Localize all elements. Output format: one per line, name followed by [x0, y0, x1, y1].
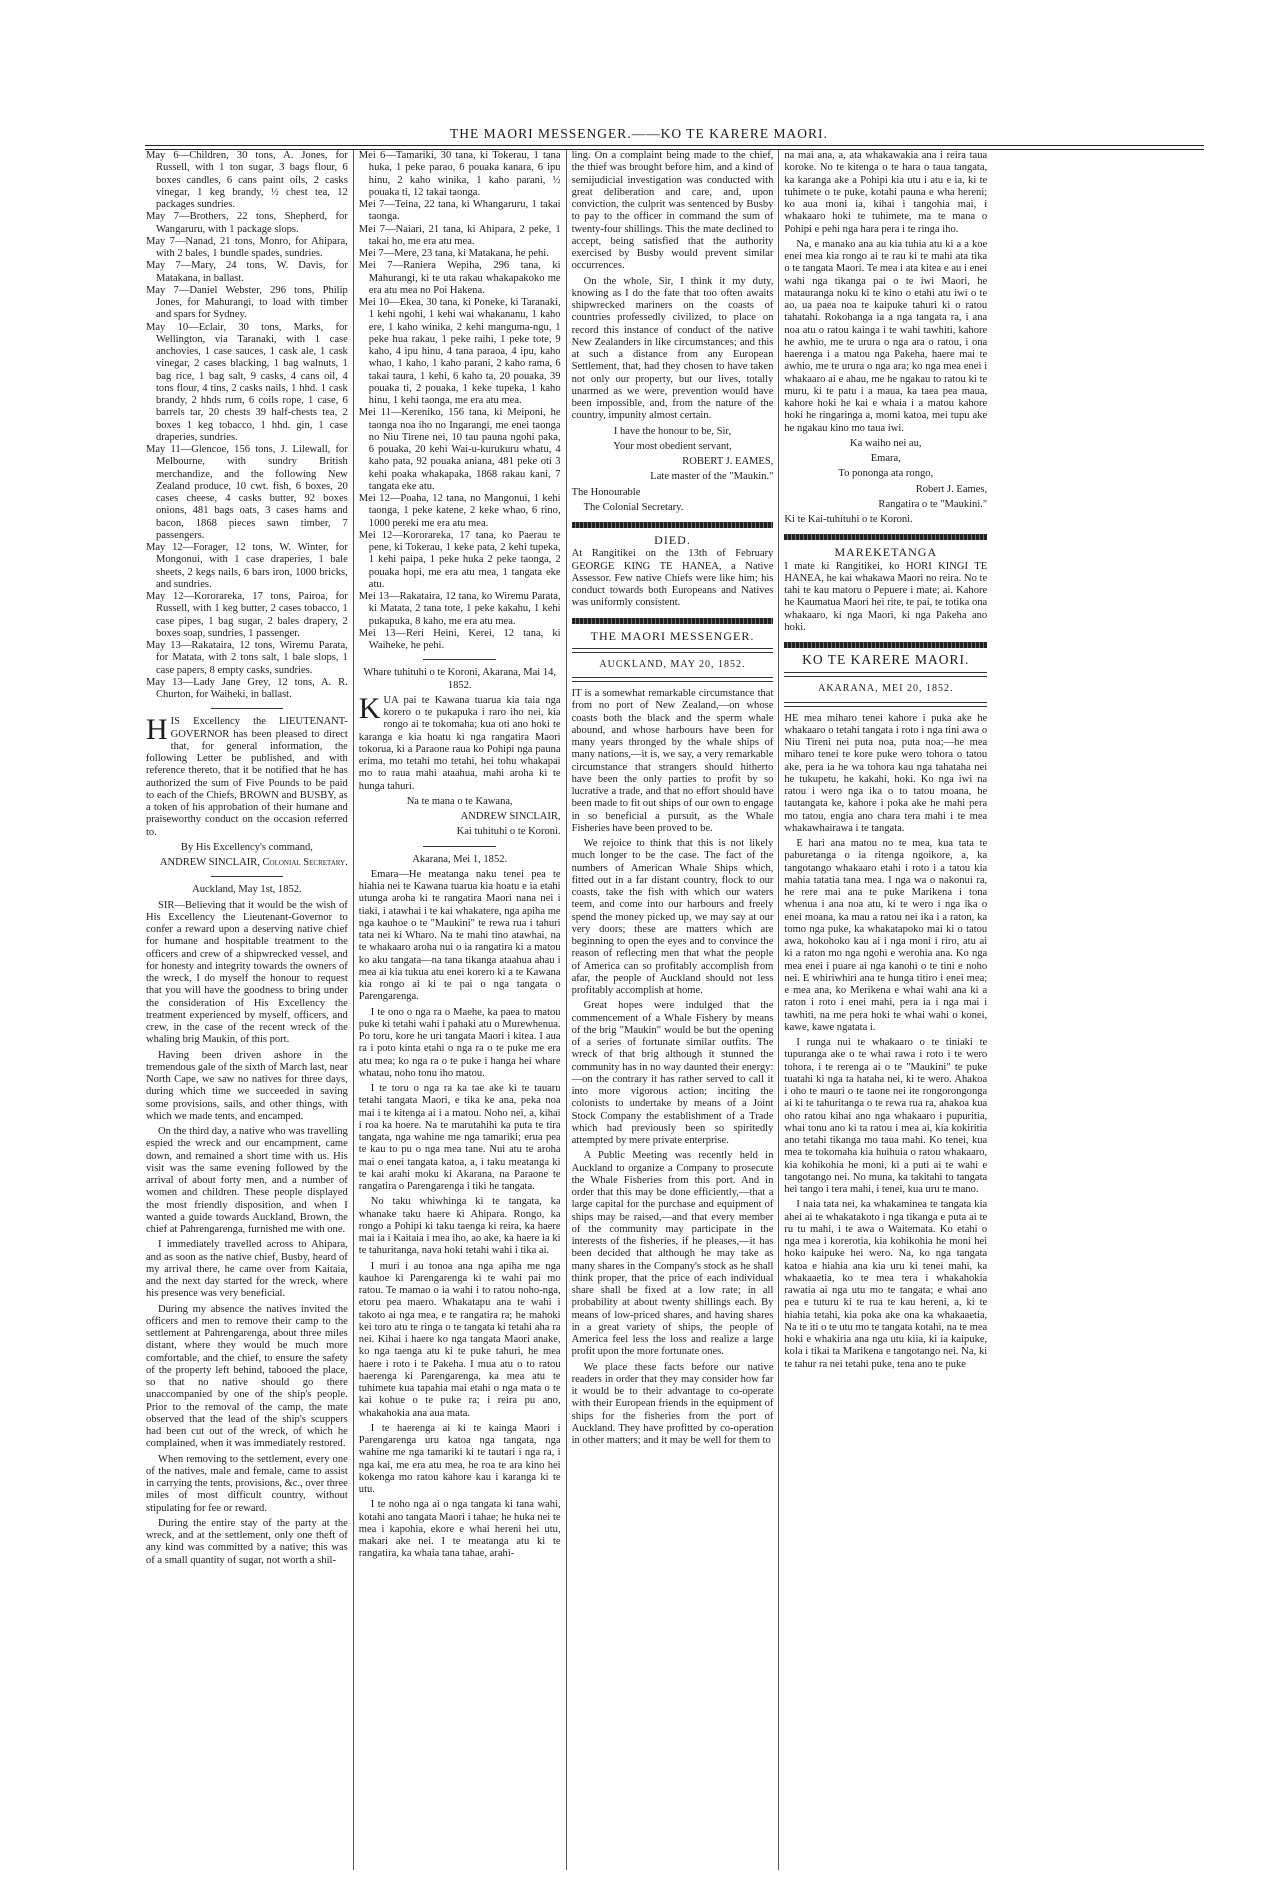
died-heading: DIED.	[654, 533, 691, 547]
letter-paragraph: Emara—He meatanga naku tenei pea te hiahia nei te Kawana tuarua kia hoatu e ia etahi utunga aroha ki te rangatira Maori nana nei i tiaki, i atawhai i te kai whakatere, nga apiha me nga kauhoe o te "Maukini" te rewa rua i tahuri tata nei ki Wharo. Na te mahi tino atawhai, na te whakaaro aroha nui o ia rangatira ki a matou ko aku tangata—na tana tikanga ataahua ahau i mea ai kia tukua atu enei korero ki a te Kawana kia rongo ai ki te pai o nga tangata o Parengarenga.	[358, 868, 561, 1003]
editorial-paragraph: E hari ana matou no te mea, kua tata te paburetanga o ia ritenga ngoikore, a, ka tangotango whakaaro etahi i roto i a tatou kia mahia tatatia tana mea. I nga wa o nakonui ra, he rere mai ana te puke Marikena i tona whenua i ana noa atu, ki te wero i nga ika o enei moana, ka mau a ratou nei ika i a raton, ka tomo nga puke, ka whakatapoko mai ki o tatou awa, hokohoko kau ai i nga moni i riro, atu ai ki a raton mo nga ngohi e werohia ana. Ko nga mea enei i puare ai nga kanohi o te tini e noho nei. E whiriwhiri ana te hunga titiro i enei mea; e mea ana, ko Merikena e whai wahi ana ki a raton i roto i enei mahi, pera ia i nga mai i tawhiti, na me pera hoki te whai wahi o konei, kawe, kawe ngatata i.	[784, 838, 988, 1033]
letter-paragraph: na mai ana, a, ata whakawakia ana i reira taua koroke. No te kitenga o te hara o taua tangata, ka karanga ake a Pohipi kia utu i atu e ia, ki te tuhimete o te puke, kotahi pauna e wha hereni; ko aua moni ia, kihai i tangohia mai, i whakaaro hoki te tuhimete, ma te mana o Pohipi e pehi nga hara pera i te ringa iho.	[784, 150, 988, 235]
letter-paragraph: No taku whiwhinga ki te tangata, ka whanake taku haere ki Ahipara. Rongo, ka rongo a Pohipi ki taku taenga ki reira, ka haere mai ia i Kaitaia i mea iho, ao ake, ka haere ia ki te tahuritanga, nava hoki tetahi wahi i tika ai.	[358, 1196, 561, 1257]
column-4	[779, 150, 992, 1870]
section-divider	[211, 708, 284, 709]
shipping-entry: May 12—Kororareka, 17 tons, Pairoa, for Russell, with 1 keg butter, 2 cases tobacco, 1 case pipes, 1 bag sugar, 2 bales drapery, 2 boxes soap, sundries, 1 passenger.	[146, 591, 348, 639]
shipping-entry: May 7—Brothers, 22 tons, Shepherd, for Wangaruru, with 1 package slops.	[146, 211, 348, 235]
letter-closing: I have the honour to be, Sir,	[613, 425, 732, 437]
section-divider	[572, 648, 774, 653]
letter-paragraph: Na, e manako ana au kia tuhia atu ki a a koe enei mea kia rongo ai te rau ki te mahi ata tika o te tangata Maori. Te mea i ata kitea e au i enei wahi nga tikanga pai o te iwi Maori, he matauranga noku ki te kino o etahi atu iwi o te ao, ua paea noa te kaipuke tahuri ki o ratou tahatahi. Rokohanga ia a nga tangata ra, i ana noa atu o ratou kainga i te wahi tawhiti, kahore he awhio, me te urura o nga ara o ratou, i ona haerenga i a matou nga Pakeha, haere mai te awhio, me te urura o nga ara; ko nga mea enei i whakaaro ai e ahau, me he ngakau to ratou ki te muru, ki te patu i a maua, ka taea pea maua, kahore hoki he kai e whaia i a matou kahore hoki he ringaringa a, momi katoa, mei tupu ake he ngakau kino mo taua iwi.	[784, 238, 988, 434]
secretary-title: Kai tuhituhi o te Koroni.	[456, 826, 561, 838]
letter-paragraph: I te ono o nga ra o Maehe, ka paea to matou puke ki tetahi wahi i pahaki atu o Murewhenua. Po toru, kore he uri tangata Maori i kitea. I aua ra i poto kinta etahi o nga ra o te puke me era atu mea; ko nga ra o te puke i hanga hei whare whatau, noho tonu iho matou.	[358, 1006, 561, 1079]
letter-signer: ROBERT J. EAMES,	[682, 456, 774, 467]
shipping-list-maori	[359, 150, 561, 652]
secretary-signature: ANDREW SINCLAIR, Colonial Secretary.	[159, 857, 348, 868]
karere-heading: KO TE KARERE MAORI.	[802, 652, 970, 667]
section-divider	[572, 677, 774, 682]
letter-paragraph: I te noho nga ai o nga tangata ki tana wahi, kotahi ano tangata Maori i tahae; he huka nei te mea i kapohia, ekore e whai hereni hei utu, makari ake nei. I te meatanga atu ki te rangatira, ka whaia tana tahae, arahi-	[358, 1499, 561, 1560]
editorial-paragraph: Great hopes were indulged that the commencement of a Whale Fishery by means of the brig "Maukin" would be but the opening of a series of fortunate similar outfits. The wreck of that brig although it stunned the community has in no way daunted their energy:—on the contrary it has rather served to call it into more vigorous action; inciting the colonists to undertake by means of a Joint Stock Company the establishment of a Trade which had previously been so spiritedly attempted by mere private enterprise.	[571, 1000, 774, 1146]
shipping-entry: May 10—Eclair, 30 tons, Marks, for Wellington, via Taranaki, with 1 case anchovies, 1 case sauces, 1 cask ale, 1 cask vinegar, 2 cases blacking, 1 bag walnuts, 1 bag rice, 1 bag salt, 9 casks, 4 cans oil, 4 tons flour, 4 tins, 2 casks nails, 1 hhd. 1 cask brandy, 2 hhds rum, 6 coils rope, 1 case, 6 barrels tar, 20 chests 39 half-chests tea, 2 boxes 1 keg tobacco, 1 hhd. gin, 1 case draperies, sundries.	[146, 321, 348, 443]
editorial-paragraph: We place these facts before our native readers in order that they may consider how far it would be to their advantage to co-operate with their European friends in the equipment of ships for the fisheries from the port of Auckland. They have profitted by co-operation in other matters; and it may be well for them to	[571, 1361, 774, 1446]
messenger-heading: THE MAORI MESSENGER.	[590, 628, 755, 643]
died-notice: At Rangitikei on the 13th of February GEORGE KING TE HANEA, a Native Assessor. Few native Chiefs were like him; his conduct towards both Europeans and Natives was uniformly consistent.	[571, 548, 774, 609]
shipping-entry: May 7—Nanad, 21 tons, Monro, for Ahipara, with 2 bales, 1 bundle spades, sundries.	[146, 235, 348, 259]
editorial-paragraph: I naia tata nei, ka whakaminea te tangata kia ahei ai te whakatakoto i nga tikanga e puta ai te ru tu mahi, i te awa o Waitemata. Ko etahi o nga mea i korerotia, kia kohikohia he moni hei hoko kaipuke hei wero. Na, ko nga tangata katoa e hiahia ana kia uru ki tenei mahi, ka whakaaetia, ko te mea tera i whakahokia rawatia ai nga utu mo te tangata; e whai ano pea e tuturu ki te rua te kau hereni, a, ki te hiahia tetahi, kia poka ake ona ka whakaaetia, Na te iti o te utu mo te tangata kotahi, na te mea hoki e whakiria ana nga utu kiia, ki ia kaipuke, kola i tikai ta Marikena e tangotango nei. Na, ki te tahur ra nei tetahi puke, tena ano te puke	[784, 1199, 988, 1370]
section-divider	[784, 534, 987, 540]
columns	[141, 150, 1205, 1870]
section-divider	[211, 876, 284, 877]
section-divider	[572, 618, 774, 624]
letter-servant: To pononga ata rongo,	[838, 468, 934, 480]
shipping-entry: Mei 11—Kereniko, 156 tana, ki Meiponi, he taonga noa iho no Ingarangi, me enei taonga no Niu Tirene nei, 10 tau pauna ngohi paka, 6 pouaka, 20 kehi Wai-u-kurukuru whatu, 4 kaho pata, 92 pouaka aniana, 481 peke oti 3 kehi poaka whakapaka, 1868 rakau kani, 7 tangata eke atu.	[358, 407, 561, 492]
shipping-entry: May 11—Glencoe, 156 tons, J. Lilewall, for Melbourne, with sundry British merchandize, and the following New Zealand produce, 10 cwt. fish, 6 boxes, 20 cases cheese, 4 casks butter, 92 boxes onions, 481 bags oats, 3 cases hams and bacon, 1868 pieces sawn timber, 7 passengers.	[146, 444, 348, 541]
letter-paragraph: During my absence the natives invited the officers and men to remove their camp to the settlement at Pahrengarenga, about three miles distant, where they would be much more comfortable, and the chief, to ensure the safety of the property left behind, tabooed the place, so that no native should go there unaccompanied by one of the ship's people. Prior to the removal of the camp, the mate observed that the lead of the ship's scuppers had been cut out of the wreck, of which he complained, when it was immediately restored.	[146, 1303, 348, 1450]
section-divider	[423, 846, 496, 847]
editorial-paragraph: We rejoice to think that this is not likely much longer to be the case. The fact of the numbers of American Whale Ships which, fitted out in a far distant country, flock to our coasts, take the fish with which our waters teem, and come into our harbours and freely spend the money picked up, we may say at our very doors; these are matters which are beginning to open the eyes and to convince the reason of reflecting men that what the people of America can so profitably accomplish from afar, the people of Auckland should not less profitably accomplish at home.	[571, 838, 774, 996]
shipping-entry: May 7—Daniel Webster, 296 tons, Philip Jones, for Mahurangi, to load with timber and spars for Sydney.	[146, 284, 348, 321]
letter-paragraph: ling. On a complaint being made to the chief, the thief was brought before him, and a kind of semijudicial investigation was conducted with great deliberation and care, and, upon conviction, the culprit was sentenced by Busby to pay to the officer in command the sum of twenty-four shillings. This the mate declined to accept, being satisfied that the authority exercised by Busby would prevent similar occurrences.	[571, 150, 774, 272]
shipping-list-english	[146, 150, 348, 701]
letter-addressee: The Colonial Secretary.	[583, 501, 684, 513]
letter-paragraph: During the entire stay of the party at the wreck, and at the settlement, only one theft of any kind was committed by a native; this was of a small quantity of sugar, not worth a shil-	[146, 1517, 348, 1566]
letter-paragraph: I muri i au tonoa ana nga apiha me nga kauhoe ki Parengarenga ki te wahi pai mo ratou. Te mamao o ia wahi i to ratou noho-nga, etoru pea maero. Whakatapu ana te wahi i takoto ai nga mea, e te rangatira ra; he mahoki kei toro atu te ringa o te tangata ki tetahi aha ra nei. Kihai i haere ko nga tangata Maori anake, ko nga taenga atu ki te puke tahuri, he mea haere i roto i te Pakeha. I mua atu o to ratou haerenga ki Parengarenga, ka mea atu te tuhimete kua tapahia mai etahi o nga mata o te kai kohue o te puke ra; i reira pu ano, whakahokia ana aua mata.	[358, 1260, 561, 1419]
letter-signer: Robert J. Eames,	[915, 483, 988, 495]
shipping-entry: May 13—Lady Jane Grey, 12 tons, A. R. Churton, for Waiheki, in ballast.	[146, 676, 348, 700]
letter-signer-title: Rangatira o te "Maukini."	[878, 498, 988, 510]
column-2	[354, 150, 567, 1870]
letter-paragraph: Having been driven ashore in the tremendous gale of the sixth of March last, near North Cape, we saw no natives for three days, during which time we succeeded in saving some provisions, sails, and other things, with which we made tents, and encamped.	[146, 1049, 348, 1122]
shipping-entry: Mei 7—Teina, 22 tana, ki Whangaruru, 1 takai taonga.	[358, 199, 561, 223]
shipping-entry: Mei 7—Raniera Wepiha, 296 tana, ki Mahurangi, ki te uta rakau whakapakoko me era atu mea no Poi Hakena.	[358, 260, 561, 296]
letter-dateline: Auckland, May 1st, 1852.	[192, 884, 302, 896]
messenger-dateline: AUCKLAND, MAY 20, 1852.	[599, 658, 746, 670]
command-line: By His Excellency's command,	[180, 841, 313, 853]
shipping-entry: Mei 12—Kororareka, 17 tana, ko Paerau te pene, ki Tokerau, 1 keke pata, 2 kehi tupeka, 1 kehi paipa, 1 peke huka 2 peke taonga, 2 pouaka hopi, me era atu mea, 1 tangata eke atu.	[358, 529, 561, 590]
shipping-entry: Mei 10—Ekea, 30 tana, ki Poneke, ki Taranaki, 1 kehi ngohi, 1 kehi wai whakananu, 1 kaho ere, 1 kaho winika, 2 kehi manguma-ngu, 1 peke hua rakau, 1 peke raihi, 1 peke tote, 9 kaho, 4 ipu hinu, 4 tana paraoa, 4 ipu, kaho whao, 1 kaho, 1 kaho parani, 2 kaho rama, 6 takai taura, 1 kehi, 6 kaho ta, 20 pouaka, 39 pouaka ti, 2 pouaka, 1 keke tupeka, 1 kaho hinu, 1 kehi taonga, me era atu mea.	[358, 297, 561, 406]
letter-paragraph: On the whole, Sir, I think it my duty, knowing as I do the fate that too often awaits shipwrecked mariners on the coasts of countries professedly civilized, to place on record this instance of conduct of the native New Zealanders in like circumstances; and this at such a distance from any European Settlement, that, had they chosen to have taken not only our property, but our lives, totally unarmed as we were, prevention would have been impossible, and, from the nature of the country, impunity almost certain.	[571, 275, 774, 422]
letter-sign-off: Ka waiho nei au,	[850, 437, 922, 449]
letter-dateline-maori: Akarana, Mei 1, 1852.	[412, 853, 508, 865]
section-divider	[572, 522, 774, 528]
letter-addressee: The Honourable	[571, 486, 641, 498]
letter-paragraph: I te toru o nga ra ka tae ake ki te tauaru tetahi tangata Maori, e tika ke ana, peka noa mai i te kitenga ai i a matou. Noho nei, a, kihai i roa ka hoere. Na te marutahihi ka puta te tira tangata, nga wahine me nga tamariki; erua pea te kau to pu o nga mea tane. Nui atu te aroha mai o enei tangata katoa, a, i taku meatanga ki te kai arahi moku ki Akarana, na Paraone te rangatira o Parengarenga i tiki he tangata.	[358, 1083, 561, 1192]
karere-dateline: AKARANA, MEI 20, 1852.	[818, 683, 954, 695]
shipping-entry: Mei 6—Tamariki, 30 tana, ki Tokerau, 1 tana huka, 1 peke parao, 6 pouaka kanara, 6 ipu hinu, 2 kaho winika, 1 kaho parani, ½ pouaka ti, 12 takai taonga.	[358, 150, 561, 198]
shipping-entry: Mei 13—Rakataira, 12 tana, ko Wiremu Parata, ki Matata, 2 tana tote, 1 peke kakahu, 1 kehi pukapuka, 8 kaho, me era atu mea.	[358, 591, 561, 627]
letter-paragraph: I immediately travelled across to Ahipara, and as soon as the native chief, Busby, heard of my arrival there, he came over from Kaitaia, and the next day started for the wreck, where his presence was very beneficial.	[146, 1239, 348, 1300]
death-notice-maori: I mate ki Rangitikei, ko HORI KINGI TE HANEA, he kai whakawa Maori no reira. No te tahi te kau matoru o Pepuere i mate; ai. Kahore he Kaumatua Maori hei rite, te pai, te totika ona whakaaro, ki nga Maori, ki nga Pakeha ano hoki.	[784, 560, 988, 633]
shipping-entry: Mei 7—Naiari, 21 tana, ki Ahipara, 2 peke, 1 takai ho, me era atu mea.	[358, 223, 561, 247]
governor-notice-maori: KUA pai te Kawana tuarua kia taia nga korero o te pukapuka i raro iho nei, kia rongo ai te tokomaha; kua oti ano hoki te karanga e kia hoatu ki nga rangatira Maori tokorua, ki a Paraone raua ko Pohipi nga pauna erima, mo tetahi mo tetahi, hei tohu whakapai mo to raua mahi ataahua, mahi aroha ki te hunga tahuri.	[358, 691, 561, 792]
shipping-entry: May 6—Children, 30 tons, A. Jones, for Russell, with 1 ton sugar, 3 bags flour, 6 boxes candles, 6 cans paint oils, 2 casks vinegar, 1 keg brandy, ½ chest tea, 12 packages sundries.	[146, 150, 348, 210]
letter-paragraph: SIR—Believing that it would be the wish of His Excellency the Lieutenant-Governor to confer a reward upon a deserving native chief for humane and hospitable treatment to the officers and crew of a shipwrecked vessel, and for honesty and integrity towards the owners of the wreck, I do myself the honour to request that you will have the goodness to bring under the consideration of His Excellency the treatment experienced by myself, officers, and crew, in the case of the recent wreck of the whaling brig Maukin, of this port.	[146, 899, 348, 1046]
editorial-paragraph: HE mea miharo tenei kahore i puka ake he whakaaro o tetahi tangata i roto i nga tini awa o Niu Tireni nei puta noa, puta noa;—he mea miharo tenei te kore puke wero tohora o tatou ake, pera ia he wa tohora kau nga tahataha nei he tukupetu, he kakahi, hoki. Ko nga iwi na ratou i wero nga ika o to tatou moana, he tautangata ke, kahore i poka ake he mahi pera mo tatou, engia ano chara tera mahi i te mea whakawhairawa i te tangata.	[784, 712, 988, 834]
editorial-paragraph: IT is a somewhat remarkable circumstance that from no port of New Zealand,—on whose coasts both the black and the sperm whale abound, and whose harbours have been for many years thronged by the whale ships of many nations,—it is, we say, a very remarkable circumstance that strangers should hitherto have been the only parties to profit by so lucrative a trade, and that no effort should have been made to fit out ships of our own to engage in so beneficial a pursuit, as the Whale Fisheries have been proved to be.	[571, 688, 774, 834]
section-divider	[784, 702, 987, 707]
shipping-entry: Mei 7—Mere, 23 tana, ki Matakana, he pehi.	[358, 248, 549, 259]
editorial-paragraph: I runga nui te whakaaro o te tiniaki te tupuranga ake o te whai rawa i roto i te wero tohora, i te rerenga ai o te "Maukini" te puke tuatahi ki nga ta hataha nei, ki te wero. Ahakoa i oho te mauri o te taone nei ite rongorongonga ai ki te tahuritanga o te rewa rua ra, ahakoa kua oho ratou kihai ano nga whakaaro i pupuritia, whai tonu ano ki ta ratou i mea ai, kia kokiritia ano tetahi tikanga mo taua mahi. Ko tenei, kua mea te tokomaha kia huihuia o ratou whakaaro, kia kohikohia he moni, ki a puti ai te wahi e tangotango nei. No muna, ka takitahi to tangata hei tango i tera mahi, i tenei, kua uru te mano.	[784, 1037, 988, 1195]
shipping-entry: May 12—Forager, 12 tons, W. Winter, for Mongonui, with 1 case draperies, 1 bale sheets, 2 kegs nails, 6 bars iron, 1000 bricks, and sundries.	[146, 542, 348, 590]
section-divider	[784, 672, 987, 677]
shipping-entry: May 13—Rakataira, 12 tons, Wiremu Parata, for Matata, with 2 tons salt, 1 bale slops, 1 case papers, 8 empty casks, sundries.	[146, 640, 348, 676]
letter-signer-title: Late master of the "Maukin."	[650, 471, 774, 483]
letter-paragraph: On the third day, a native who was travelling espied the wreck and our encampment, came down, and remained a short time with us. His visit was the same evening followed by the arrival of about forty men, and a number of women and children. These people displayed the most friendly disposition, and when I wanted a guide towards Auckland, Brown, the chief at Pahrengarenga, furnished me with one.	[146, 1126, 348, 1235]
shipping-entry: May 7—Mary, 24 tons, W. Davis, for Matakana, in ballast.	[146, 260, 348, 284]
section-divider	[423, 659, 496, 660]
section-divider	[784, 642, 987, 648]
death-heading-maori: MAREKETANGA	[834, 545, 938, 560]
shipping-entry: Mei 12—Poaha, 12 tana, no Mangonui, 1 kehi taonga, 1 peke katene, 2 keke whao, 6 rino, 1000 pereki me era atu mea.	[358, 493, 561, 529]
column-1	[141, 150, 354, 1870]
column-3	[567, 150, 780, 1870]
command-line-maori: Na te mana o te Kawana,	[406, 795, 513, 807]
secretary-name: ANDREW SINCLAIR,	[460, 811, 561, 822]
shipping-entry: Mei 13—Reri Heini, Kerei, 12 tana, ki Waiheke, he pehi.	[358, 627, 561, 651]
letter-paragraph: When removing to the settlement, every one of the natives, male and female, came to assist in carrying the tents, provisions, &c., over three miles of most difficult country, without stipulating for fee or reward.	[146, 1453, 348, 1514]
editorial-paragraph: A Public Meeting was recently held in Auckland to organize a Company to prosecute the Whale Fisheries from this port. And in order that this may be done efficiently,—that a large capital for the purchase and equipment of ships may be raised,—and that every member of the community may participate in the interests of the fisheries, if he pleases,—it has been decided that although he may take as many shares in the Company's stock as he shall think proper, that the price of each individual share shall be fixed at a low rate; in all probability at about twenty shillings each. By means of low-priced shares, and having shares in a great variety of ships, the people of America feel less the loss and realize a large profit upon the more fortunate ones.	[571, 1150, 774, 1358]
letter-salutation: Emara,	[870, 453, 901, 464]
governor-notice: HIS Excellency the LIEUTENANT-GOVERNOR has been pleased to direct that, for general information, the following Letter be published, and with reference thereto, that it be notified that he has authorized the sum of Five Pounds to be paid to each of the Chiefs, BROWN and BUSBY, as a token of his approbation of their humane and praiseworthy conduct on the occasion referred to.	[146, 713, 348, 838]
letter-paragraph: I te haerenga ai ki te kainga Maori i Parengarenga uru katoa nga tangata, nga wahine me nga tamariki ki te tautari i nga ra, i nga kai, me era atu mea, he roa te ara kino hei kokenga mo ratou kahore kau i karanga ki te utu.	[358, 1422, 561, 1495]
office-heading: Whare tuhituhi o te Koroni, Akarana, Mai 14, 1852.	[363, 667, 557, 691]
letter-addressee: Ki te Kai-tuhituhi o te Koroni.	[784, 514, 913, 525]
letter-servant: Your most obedient servant,	[613, 440, 732, 452]
running-head: THE MAORI MESSENGER.——KO TE KARERE MAORI.	[450, 126, 828, 141]
